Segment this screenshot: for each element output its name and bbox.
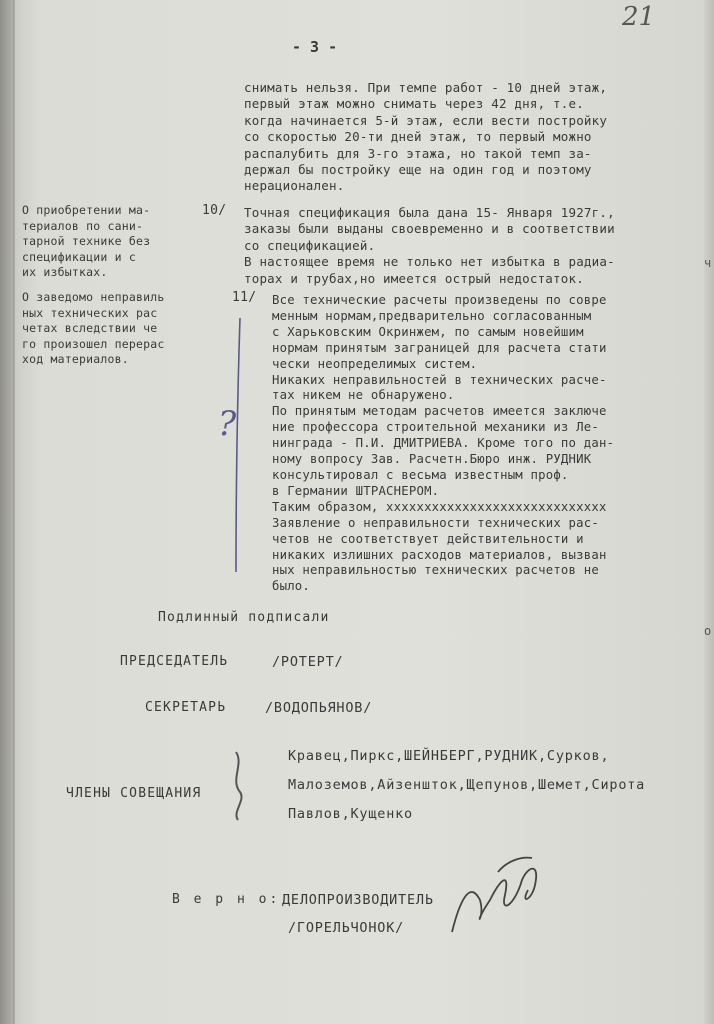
intro-paragraph: снимать нельзя. При темпе работ - 10 дней этаж, первый этаж можно снимать через 42 дня, т.е. когда начинается 5-й этаж, если вести постройку со скоростью 20-ти дней этаж, то первый можно распалубить для 3-го этажа, но такой темп за- держал бы постройку еще на один год и поэтому нерационален. [244,80,608,194]
item-11-margin-label: О заведомо неправиль ных технических рас четах вследствии че го произошел перерас ход материалов. [22,290,165,366]
members-line-3: Павлов,Кущенко [288,806,413,822]
members-label: ЧЛЕНЫ СОВЕЩАНИЯ [66,786,202,801]
corner-page-mark: 21 [622,2,656,32]
certified-role: ДЕЛОПРОИЗВОДИТЕЛЬ [282,892,434,908]
item-10-number: 10/ [202,203,227,218]
chairman-name: /РОТЕРТ/ [272,654,344,670]
members-line-1: Кравец,Пиркс,ШЕЙНБЕРГ,РУДНИК,Сурков, [288,748,610,764]
edge-scrap-1: ч [704,256,712,270]
item-10-margin-label: О приобретении ма- териалов по сани- тарной технике без спецификации и с их избытках. [22,203,151,279]
item-11-body: Все технические расчеты произведены по совре менным нормам,предварительно согласованным с Харьковским Окринжем, по самым новейшим нормам принятым заграницей для расчета стати чески неопределимых систем. Никаких неправильностей в технических расче- тах никем не обнаружено. По принятым методам расчетов имеется заключе ние профессора строительной механики из Ле- нинграда - П.И. ДМИТРИЕВА. Кроме того по дан- ному вопросу Зав. Расчетн.Бюро инж. РУДНИК консультировал с весьма известным проф. в Германии ШТРАСНЕРОМ. Таким образом, ххххххххххххххххххххххххххххх Заявление о неправильности технических рас- четов не соответствует действительности и никаких излишних расходов материалов, вызван ных неправильностью технических расчетов не было. [272,293,615,594]
certified-prefix: В е р н о: [172,892,281,907]
members-brace-mark [236,752,242,820]
edge-scrap-2: о [704,624,712,638]
pencil-margin-line [236,318,240,572]
item-11-number: 11/ [232,290,257,305]
handwritten-signature [452,858,536,932]
members-line-2: Малоземов,Айзеншток,Щепунов,Шемет,Сирота [288,777,646,793]
pencil-question-mark: ? [218,404,237,444]
signed-heading: Подлинный подписали [158,610,330,625]
item-10-body: Точная спецификация была дана 15- Января 1927г., заказы были выданы своевременно и в соответствии со спецификацией. В настоящее время не только нет избытка в радиа- торах и трубах,но имеется острый недостаток. [244,205,615,286]
chairman-label: ПРЕДСЕДАТЕЛЬ [120,654,229,669]
page-number: - 3 - [292,38,338,56]
secretary-label: СЕКРЕТАРЬ [145,700,227,715]
secretary-name: /ВОДОПЬЯНОВ/ [265,700,373,716]
certified-name: /ГОРЕЛЬЧОНОК/ [288,920,405,936]
